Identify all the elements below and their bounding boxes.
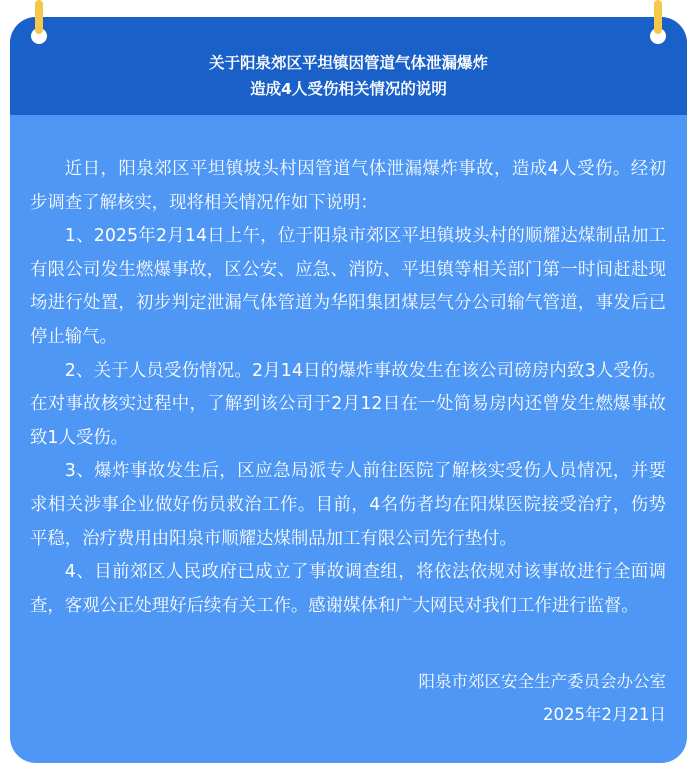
paragraph-intro: 近日，阳泉郊区平坦镇坡头村因管道气体泄漏爆炸事故，造成4人受伤。经初步调查了解核实，现将相关情况作如下说明： — [30, 159, 666, 213]
right-hanger-pin-icon — [654, 0, 662, 34]
title-line-1: 关于阳泉郊区平坦镇因管道气体泄漏爆炸 — [208, 54, 488, 72]
issuer: 阳泉市郊区安全生产委员会办公室 — [418, 672, 666, 691]
issue-date: 2025年2月21日 — [543, 705, 666, 724]
notice-title — [10, 50, 687, 102]
notice-header — [10, 17, 687, 115]
notice-card — [10, 17, 687, 763]
title-line-2: 造成4人受伤相关情况的说明 — [250, 80, 447, 98]
paragraph-4: 4、目前郊区人民政府已成立了事故调查组，将依法依规对该事故进行全面调查，客观公正处理好后续有关工作。感谢媒体和广大网民对我们工作进行监督。 — [30, 562, 666, 616]
paragraph-3: 3、爆炸事故发生后，区应急局派专人前往医院了解核实受伤人员情况，并要求相关涉事企业做好伤员救治工作。目前，4名伤者均在阳煤医院接受治疗，伤势平稳，治疗费用由阳泉市顺耀达煤制品加工有限公司先行垫付。 — [30, 461, 666, 549]
left-hanger-pin-icon — [35, 0, 43, 34]
paragraph-2: 2、关于人员受伤情况。2月14日的爆炸事故发生在该公司磅房内致3人受伤。在对事故核实过程中，了解到该公司于2月12日在一处简易房内还曾发生燃爆事故致1人受伤。 — [30, 360, 666, 448]
notice-body — [30, 153, 666, 623]
paragraph-1: 1、2025年2月14日上午，位于阳泉市郊区平坦镇坡头村的顺耀达煤制品加工有限公司发生燃爆事故，区公安、应急、消防、平坦镇等相关部门第一时间赶赴现场进行处置，初步判定泄漏气体管道为华阳集团煤层气分公司输气管道，事发后已停止输气。 — [30, 226, 666, 347]
signature-block — [419, 665, 667, 731]
